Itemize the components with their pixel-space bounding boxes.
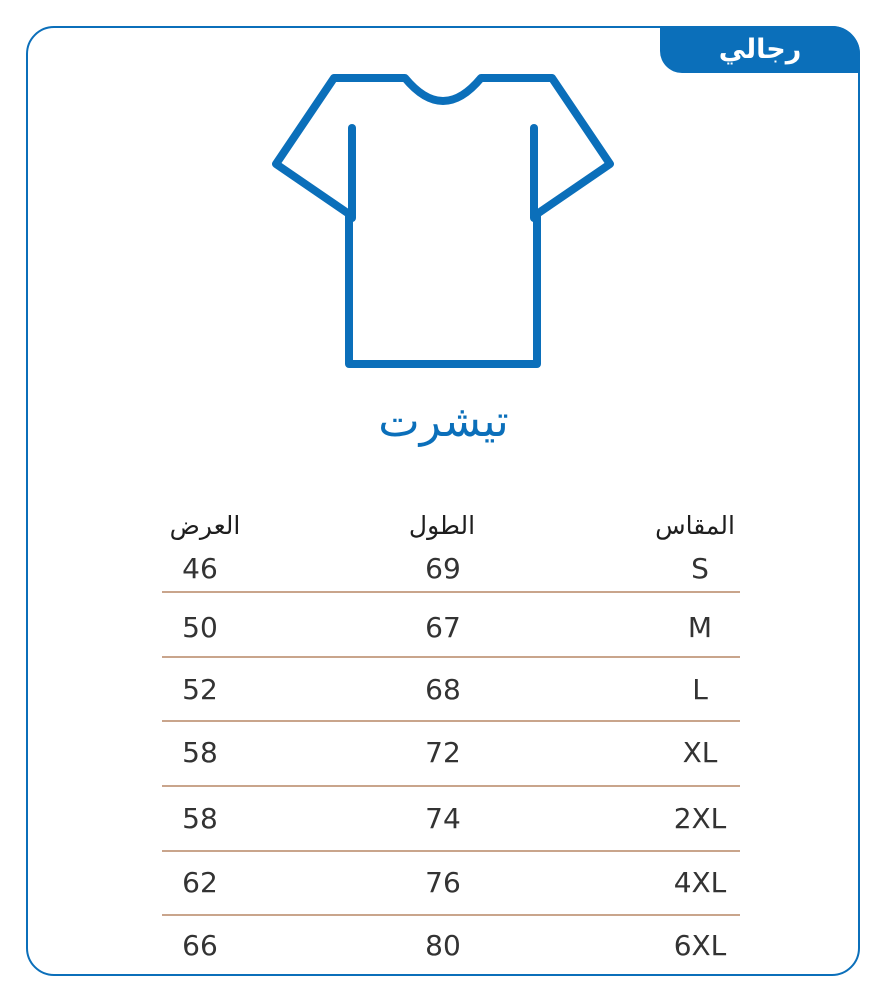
width-cell: 62 xyxy=(182,866,218,899)
header-width: العرض xyxy=(169,511,241,540)
length-cell: 68 xyxy=(425,673,461,706)
width-cell: 58 xyxy=(182,802,218,835)
size-cell: S xyxy=(691,552,709,585)
length-cell: 76 xyxy=(425,866,461,899)
size-cell: 4XL xyxy=(673,866,727,899)
length-cell: 80 xyxy=(425,929,461,962)
table-row xyxy=(0,670,887,710)
row-divider xyxy=(162,850,740,852)
product-title: تيشرت xyxy=(378,396,509,447)
size-cell: XL xyxy=(682,736,718,769)
row-divider xyxy=(162,785,740,787)
table-row xyxy=(0,733,887,773)
size-cell: 6XL xyxy=(673,929,727,962)
row-divider xyxy=(162,591,740,593)
table-row xyxy=(0,799,887,839)
header-size: المقاس xyxy=(655,511,735,540)
table-row xyxy=(0,926,887,966)
length-cell: 67 xyxy=(425,611,461,644)
size-cell: M xyxy=(687,611,713,644)
table-row xyxy=(0,549,887,589)
width-cell: 58 xyxy=(182,736,218,769)
tshirt-icon xyxy=(270,70,616,370)
size-cell: 2XL xyxy=(673,802,727,835)
header-length: الطول xyxy=(408,511,476,540)
size-cell: L xyxy=(692,673,708,706)
width-cell: 46 xyxy=(182,552,218,585)
table-row xyxy=(0,608,887,648)
table-row xyxy=(0,863,887,903)
width-cell: 52 xyxy=(182,673,218,706)
row-divider xyxy=(162,720,740,722)
length-cell: 72 xyxy=(425,736,461,769)
width-cell: 66 xyxy=(182,929,218,962)
length-cell: 74 xyxy=(425,802,461,835)
length-cell: 69 xyxy=(425,552,461,585)
row-divider xyxy=(162,656,740,658)
width-cell: 50 xyxy=(182,611,218,644)
row-divider xyxy=(162,914,740,916)
category-badge: رجالي xyxy=(660,26,860,73)
